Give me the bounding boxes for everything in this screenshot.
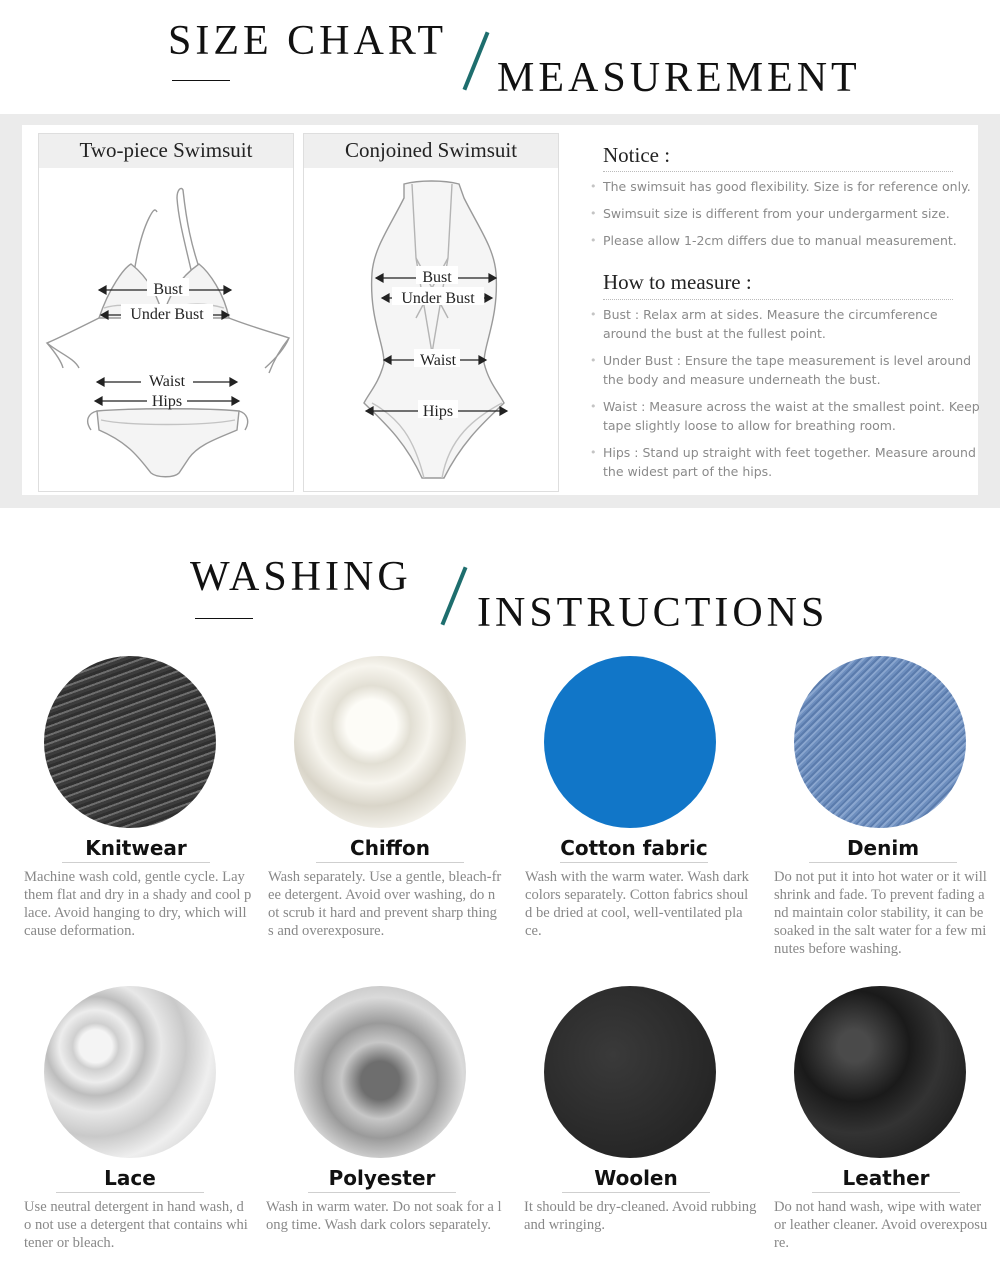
- two-piece-waist-label: Waist: [148, 373, 186, 390]
- fabric-desc: Do not hand wash, wipe with water or leather cleaner. Avoid overexposure.: [774, 1199, 988, 1251]
- fabric-divider: [316, 862, 464, 863]
- how-to-divider: [603, 299, 953, 300]
- conjoined-hips-label: Hips: [422, 403, 454, 420]
- notice-item: • Please allow 1-2cm differs due to manual measurement.: [590, 231, 983, 250]
- fabric-divider: [812, 1192, 960, 1193]
- fabric-desc: Use neutral detergent in hand wash, do not use a detergent that contains whitener or bleach.: [24, 1199, 248, 1251]
- two-piece-bust-label: Bust: [153, 281, 183, 298]
- fabric-divider: [809, 862, 957, 863]
- denim-swatch: [794, 656, 966, 828]
- title-slash: [463, 32, 490, 91]
- chiffon-swatch: [294, 656, 466, 828]
- fabric-divider: [562, 1192, 710, 1193]
- fabric-divider: [560, 862, 708, 863]
- instructions-title: INSTRUCTIONS: [477, 590, 829, 636]
- fabric-name: Denim: [846, 836, 920, 860]
- how-to-item: • Bust : Relax arm at sides. Measure the circumference around the bust at the fullest point.: [590, 305, 983, 343]
- woolen-swatch: [544, 986, 716, 1158]
- two-piece-card: [38, 133, 294, 492]
- fabric-desc: Do not put it into hot water or it will shrink and fade. To prevent fading and maintain color stability, it can be soaked in the salt water for a few minutes before washing.: [774, 869, 987, 957]
- notice-divider: [603, 171, 953, 172]
- how-to-item: • Hips : Stand up straight with feet together. Measure around the widest part of the hips.: [590, 443, 983, 481]
- fabric-desc: Machine wash cold, gentle cycle. Lay them flat and dry in a shady and cool place. Avoid hanging to dry, which will cause deformation.: [24, 869, 252, 939]
- fabric-desc: It should be dry-cleaned. Avoid rubbing and wringing.: [524, 1199, 757, 1233]
- two-piece-underbust-label: Under Bust: [130, 306, 204, 323]
- conjoined-bust-label: Bust: [422, 269, 452, 286]
- fabric-name: Polyester: [328, 1166, 436, 1190]
- fabric-name: Cotton fabric: [560, 836, 708, 860]
- fabric-desc: Wash in warm water. Do not soak for a long time. Wash dark colors separately.: [266, 1199, 502, 1233]
- two-piece-hips-label: Hips: [151, 393, 183, 410]
- title-underline: [195, 618, 253, 619]
- how-to-item: • Waist : Measure across the waist at the smallest point. Keep tape slightly loose to allow for breathing room.: [590, 397, 983, 435]
- two-piece-diagram: [39, 168, 293, 491]
- fabric-desc: Wash with the warm water. Wash dark colors separately. Cotton fabrics should be dried at cool, well-ventilated place.: [525, 869, 749, 939]
- lace-swatch: [44, 986, 216, 1158]
- notice-heading: Notice :: [603, 143, 671, 167]
- measurement-title: MEASUREMENT: [497, 55, 861, 101]
- fabric-name: Leather: [842, 1166, 930, 1190]
- knitwear-swatch: [44, 656, 216, 828]
- title-underline: [172, 80, 230, 81]
- fabric-name: Woolen: [594, 1166, 678, 1190]
- how-to-heading: How to measure :: [603, 270, 752, 294]
- fabric-name: Lace: [104, 1166, 156, 1190]
- conjoined-card: [303, 133, 559, 492]
- title-slash: [441, 567, 468, 626]
- notice-item: • Swimsuit size is different from your undergarment size.: [590, 204, 983, 223]
- conjoined-title: Conjoined Swimsuit: [304, 134, 558, 168]
- cotton-swatch: [544, 656, 716, 828]
- conjoined-diagram: [304, 168, 558, 491]
- conjoined-underbust-label: Under Bust: [401, 290, 475, 307]
- two-piece-title: Two-piece Swimsuit: [39, 134, 293, 168]
- fabric-name: Knitwear: [85, 836, 187, 860]
- fabric-name: Chiffon: [350, 836, 430, 860]
- how-to-item: • Under Bust : Ensure the tape measurement is level around the body and measure underneath the bust.: [590, 351, 983, 389]
- fabric-divider: [56, 1192, 204, 1193]
- leather-swatch: [794, 986, 966, 1158]
- washing-title: WASHING: [190, 554, 412, 600]
- conjoined-waist-label: Waist: [419, 352, 457, 369]
- fabric-desc: Wash separately. Use a gentle, bleach-free detergent. Avoid over washing, do not scrub it hard and prevent sharp things and overexposure.: [268, 869, 502, 939]
- fabric-divider: [308, 1192, 456, 1193]
- fabric-divider: [62, 862, 210, 863]
- polyester-swatch: [294, 986, 466, 1158]
- size-chart-title: SIZE CHART: [168, 18, 447, 64]
- notice-item: • The swimsuit has good flexibility. Size is for reference only.: [590, 177, 983, 196]
